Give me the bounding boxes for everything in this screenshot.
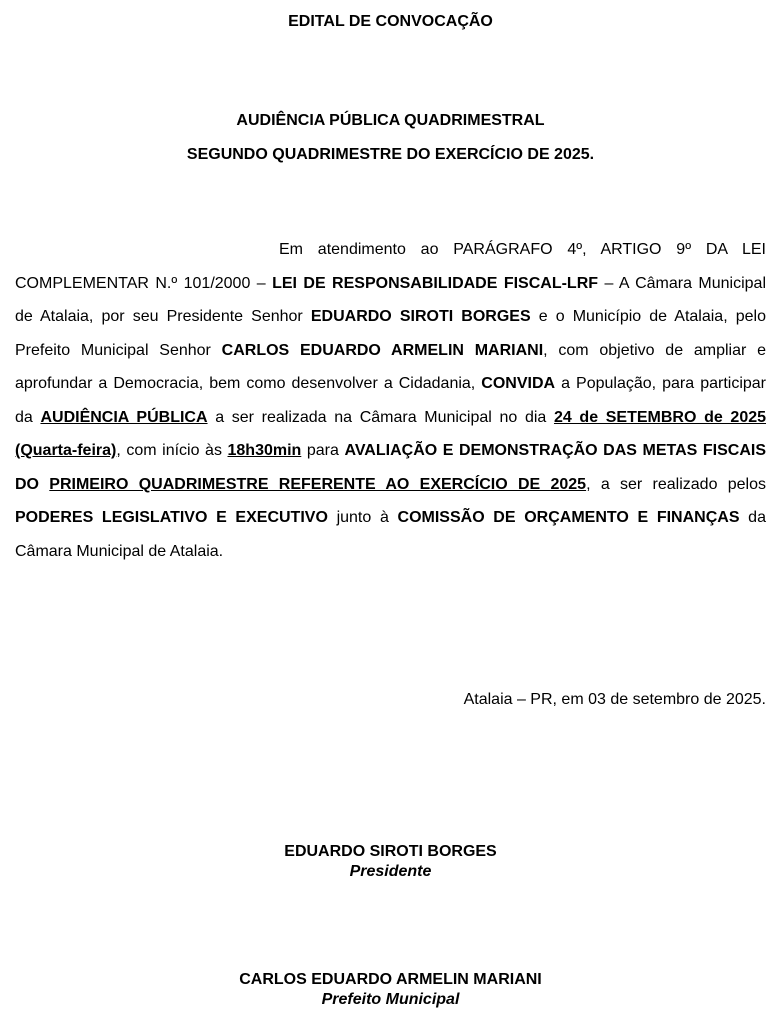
body-poderes: PODERES LEGISLATIVO E EXECUTIVO <box>15 509 328 526</box>
body-text-2: – A Câmara Municipal de Atalaia, por seu Presidente Senhor <box>15 274 767 325</box>
body-text-7: , com início às <box>116 442 228 459</box>
body-text-11: da Câmara Municipal de Atalaia. <box>15 509 766 560</box>
place-date: Atalaia – PR, em 03 de setembro de 2025. <box>463 691 766 708</box>
document-heading: EDITAL DE CONVOCAÇÃO <box>288 13 493 30</box>
body-audiencia: AUDIÊNCIA PÚBLICA <box>40 408 208 426</box>
signature-name-president: EDUARDO SIROTI BORGES <box>284 843 497 860</box>
body-president-name: EDUARDO SIROTI BORGES <box>310 308 531 325</box>
body-convida: CONVIDA <box>481 375 556 392</box>
body-text-4: , com objetivo de ampliar e aprofundar a Democracia, bem como desenvolver a Cidadania, <box>15 341 767 392</box>
body-date: 24 de SETEMBRO de 2025 (Quarta-feira) <box>15 408 767 459</box>
body-paragraph <box>15 233 766 568</box>
body-text-6: a ser realizada na Câmara Municipal no dia <box>207 408 554 426</box>
body-text-3: e o Município de Atalaia, pelo Prefeito Municipal Senhor <box>15 308 766 359</box>
signature-role-president: Presidente <box>349 863 432 880</box>
document-subheading-2: SEGUNDO QUADRIMESTRE DO EXERCÍCIO DE 2025. <box>186 146 595 163</box>
signature-role-mayor: Prefeito Municipal <box>321 991 460 1008</box>
body-comissao: COMISSÃO DE ORÇAMENTO E FINANÇAS <box>397 509 740 526</box>
body-primeiro-quadrimestre: PRIMEIRO QUADRIMESTRE REFERENTE AO EXERCÍCIO DE 2025 <box>49 475 587 493</box>
signature-name-mayor: CARLOS EDUARDO ARMELIN MARIANI <box>239 971 542 988</box>
body-text-1: Em atendimento ao PARÁGRAFO 4º, ARTIGO 9º DA LEI COMPLEMENTAR N.º 101/2000 – <box>15 241 766 292</box>
body-avaliacao: AVALIAÇÃO E DEMONSTRAÇÃO DAS METAS FISCAIS DO <box>15 442 767 493</box>
body-time: 18h30min <box>227 442 302 459</box>
body-text-10: junto à <box>327 509 398 526</box>
body-text-8: para <box>301 442 345 459</box>
body-mayor-name: CARLOS EDUARDO ARMELIN MARIANI <box>221 341 544 359</box>
body-text-9: , a ser realizado pelos <box>586 475 767 493</box>
body-lrf: LEI DE RESPONSABILIDADE FISCAL-LRF <box>272 274 599 292</box>
document-subheading-1: AUDIÊNCIA PÚBLICA QUADRIMESTRAL <box>236 112 545 129</box>
body-text-5: a População, para participar da <box>15 375 767 426</box>
